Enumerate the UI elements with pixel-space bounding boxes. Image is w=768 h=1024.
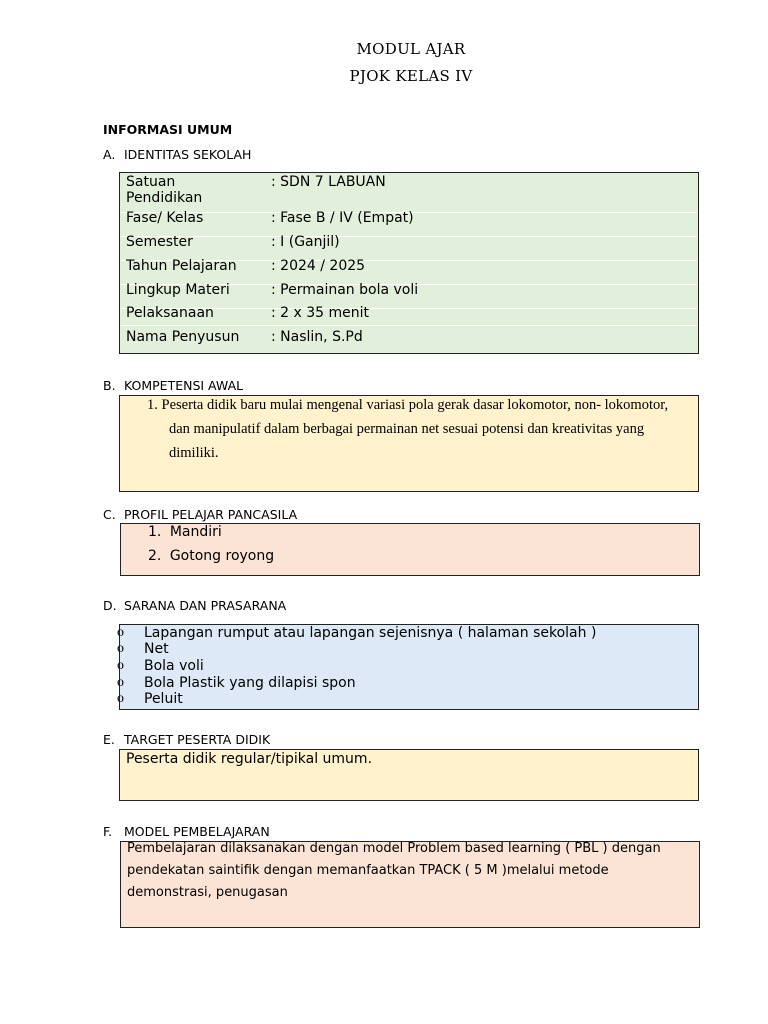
bullet-icon: o [117, 625, 124, 640]
identitas-key: Lingkup Materi [126, 282, 230, 298]
document-title: MODUL AJAR [356, 40, 466, 58]
section-d-letter: D. [103, 598, 117, 613]
model-box [120, 841, 700, 928]
general-info-heading: INFORMASI UMUM [103, 122, 233, 137]
bullet-icon: o [117, 641, 124, 656]
target-box [119, 749, 699, 801]
list-item [117, 691, 680, 708]
section-f-label [103, 824, 270, 839]
section-c-title: PROFIL PELAJAR PANCASILA [124, 507, 298, 522]
profil-box [120, 523, 700, 576]
section-b-label [103, 378, 243, 393]
list-number: 1. [147, 397, 158, 413]
identitas-key: Tahun Pelajaran [126, 258, 237, 274]
target-text: Peserta didik regular/tipikal umum. [126, 751, 373, 767]
sarana-box [119, 624, 699, 710]
kompetensi-awal-line: Peserta didik baru mulai mengenal variasi pola gerak dasar lokomotor, non- lokomotor, [161, 397, 669, 413]
list-item-text: Peluit [144, 691, 183, 707]
bullet-icon: o [117, 675, 124, 690]
model-line: pendekatan saintifik dengan memanfaatkan TPACK ( 5 M )melalui metode [127, 863, 609, 878]
identitas-value: : 2024 / 2025 [271, 258, 366, 274]
list-item [117, 641, 680, 658]
section-b-letter: B. [103, 378, 116, 393]
list-item [148, 524, 222, 540]
identitas-box [119, 172, 699, 354]
list-item-text: Bola voli [144, 658, 204, 674]
identitas-value: : 2 x 35 menit [271, 305, 370, 321]
identitas-key: Fase/ Kelas [126, 210, 204, 226]
model-line: Pembelajaran dilaksanakan dengan model Problem based learning ( PBL ) dengan [127, 841, 661, 856]
list-item-text: Net [144, 641, 169, 657]
kompetensi-awal-item [147, 393, 668, 417]
section-a-label [103, 147, 251, 162]
section-d-label [103, 598, 286, 613]
identitas-value: : SDN 7 LABUAN [271, 174, 386, 190]
list-item-text: Bola Plastik yang dilapisi spon [144, 675, 356, 691]
identitas-value: : Naslin, S.Pd [271, 329, 363, 345]
list-item-text: Gotong royong [169, 548, 275, 564]
list-item [117, 625, 680, 642]
bullet-icon: o [117, 691, 124, 706]
bullet-icon: o [117, 658, 124, 673]
section-e-label [103, 732, 270, 747]
kompetensi-awal-line: dimiliki. [169, 445, 219, 461]
section-f-title: MODEL PEMBELAJARAN [124, 824, 270, 839]
list-number: 1. [148, 524, 162, 540]
identitas-key: Nama Penyusun [126, 329, 240, 345]
section-c-label [103, 507, 297, 522]
list-item [117, 675, 680, 692]
section-c-letter: C. [103, 507, 116, 522]
section-e-letter: E. [103, 732, 115, 747]
kompetensi-awal-box [119, 395, 699, 492]
section-f-letter: F. [103, 824, 113, 839]
section-d-title: SARANA DAN PRASARANA [124, 598, 287, 613]
identitas-key: Satuan Pendidikan [126, 174, 203, 206]
list-number: 2. [148, 548, 162, 564]
list-item-text: Mandiri [169, 524, 222, 540]
identitas-value: : Permainan bola voli [271, 282, 419, 298]
identitas-key: Pelaksanaan [126, 305, 214, 321]
identitas-value: : Fase B / IV (Empat) [271, 210, 414, 226]
list-item-text: Lapangan rumput atau lapangan sejenisnya ( halaman sekolah ) [144, 625, 597, 641]
section-b-title: KOMPETENSI AWAL [124, 378, 244, 393]
document-subtitle: PJOK KELAS IV [349, 67, 473, 85]
section-a-letter: A. [103, 147, 116, 162]
identitas-value: : I (Ganjil) [271, 234, 340, 250]
list-item [117, 658, 680, 675]
kompetensi-awal-line: dan manipulatif dalam berbagai permainan net sesuai potensi dan kreativitas yang [169, 421, 645, 437]
identitas-key: Semester [126, 234, 193, 250]
list-item [148, 548, 274, 564]
section-a-title: IDENTITAS SEKOLAH [124, 147, 252, 162]
model-line: demonstrasi, penugasan [127, 885, 288, 900]
section-e-title: TARGET PESERTA DIDIK [124, 732, 271, 747]
